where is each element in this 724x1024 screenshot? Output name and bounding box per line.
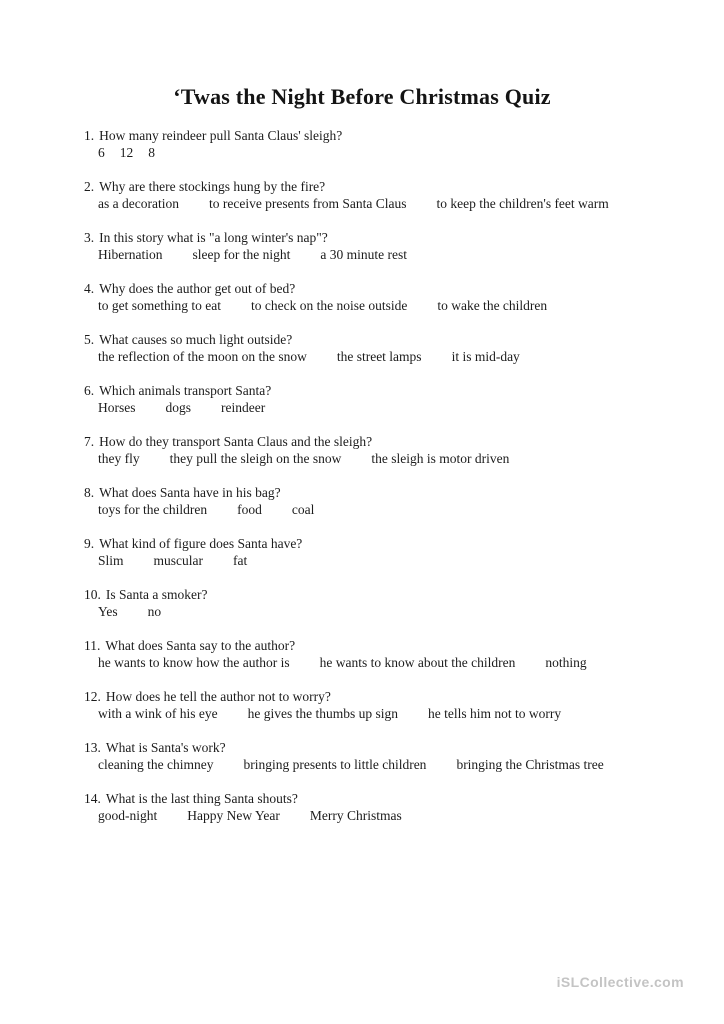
question-text xyxy=(84,790,694,807)
answer-options xyxy=(84,501,694,518)
answer-options xyxy=(84,654,694,671)
answer-options xyxy=(84,756,694,773)
answer-options xyxy=(84,807,694,824)
question-text xyxy=(84,331,694,348)
question-text xyxy=(84,433,694,450)
question-prompt: How does he tell the author not to worry? xyxy=(105,689,331,704)
question-prompt: What does Santa say to the author? xyxy=(105,638,296,653)
question-prompt: What is Santa's work? xyxy=(105,740,226,755)
answer-option: sleep for the night xyxy=(192,247,291,262)
answer-option: coal xyxy=(291,502,315,517)
answer-option: to wake the children xyxy=(437,298,548,313)
question-block xyxy=(84,280,694,314)
question-block xyxy=(84,382,694,416)
answer-options xyxy=(84,297,694,314)
answer-option: he gives the thumbs up sign xyxy=(247,706,398,721)
answer-option: 8 xyxy=(148,145,155,160)
question-prompt: What kind of figure does Santa have? xyxy=(99,536,303,551)
answer-option: nothing xyxy=(545,655,587,670)
answer-options xyxy=(84,246,694,263)
answer-option: muscular xyxy=(153,553,204,568)
question-prompt: How many reindeer pull Santa Claus' sleigh? xyxy=(99,128,343,143)
question-block xyxy=(84,739,694,773)
answer-options xyxy=(84,195,694,212)
question-text xyxy=(84,535,694,552)
answer-option: no xyxy=(147,604,162,619)
question-number: 14. xyxy=(84,791,101,806)
question-block xyxy=(84,484,694,518)
question-number: 5. xyxy=(84,332,95,347)
answer-option: to check on the noise outside xyxy=(250,298,408,313)
answer-option: Hibernation xyxy=(98,247,163,262)
question-number: 2. xyxy=(84,179,95,194)
answer-option: they fly xyxy=(98,451,140,466)
answer-options xyxy=(84,348,694,365)
question-text xyxy=(84,178,694,195)
question-number: 9. xyxy=(84,536,95,551)
question-number: 1. xyxy=(84,128,95,143)
question-prompt: What is the last thing Santa shouts? xyxy=(105,791,298,806)
answer-option: Merry Christmas xyxy=(309,808,402,823)
question-number: 13. xyxy=(84,740,101,755)
answer-options xyxy=(84,399,694,416)
question-list xyxy=(0,127,724,824)
question-block xyxy=(84,229,694,263)
question-text xyxy=(84,739,694,756)
answer-option: to receive presents from Santa Claus xyxy=(208,196,407,211)
question-text xyxy=(84,688,694,705)
answer-option: he wants to know how the author is xyxy=(98,655,290,670)
question-number: 11. xyxy=(84,638,101,653)
question-block xyxy=(84,433,694,467)
answer-option: good-night xyxy=(98,808,158,823)
answer-options xyxy=(84,552,694,569)
question-prompt: What does Santa have in his bag? xyxy=(99,485,281,500)
question-block xyxy=(84,127,694,161)
question-number: 8. xyxy=(84,485,95,500)
question-block xyxy=(84,535,694,569)
question-number: 10. xyxy=(84,587,101,602)
answer-option: as a decoration xyxy=(98,196,179,211)
question-prompt: Why does the author get out of bed? xyxy=(99,281,296,296)
question-text xyxy=(84,127,694,144)
question-block xyxy=(84,637,694,671)
answer-options xyxy=(84,603,694,620)
answer-option: a 30 minute rest xyxy=(320,247,407,262)
answer-option: food xyxy=(237,502,262,517)
answer-option: fat xyxy=(233,553,248,568)
question-block xyxy=(84,331,694,365)
question-prompt: What causes so much light outside? xyxy=(99,332,293,347)
answer-option: cleaning the chimney xyxy=(98,757,214,772)
question-number: 12. xyxy=(84,689,101,704)
question-text xyxy=(84,229,694,246)
quiz-title: ‘Twas the Night Before Christmas Quiz xyxy=(173,84,551,109)
answer-option: they pull the sleigh on the snow xyxy=(169,451,342,466)
islcollective-watermark: iSLCollective.com xyxy=(556,974,684,990)
question-block xyxy=(84,790,694,824)
answer-option: toys for the children xyxy=(98,502,208,517)
answer-option: Slim xyxy=(98,553,124,568)
answer-option: to get something to eat xyxy=(98,298,221,313)
answer-option: with a wink of his eye xyxy=(98,706,218,721)
question-number: 6. xyxy=(84,383,95,398)
answer-option: Happy New Year xyxy=(187,808,280,823)
question-prompt: Why are there stockings hung by the fire? xyxy=(99,179,326,194)
question-number: 3. xyxy=(84,230,95,245)
answer-options xyxy=(84,705,694,722)
answer-option: Horses xyxy=(98,400,136,415)
question-text xyxy=(84,484,694,501)
question-prompt: How do they transport Santa Claus and the sleigh? xyxy=(99,434,373,449)
answer-option: it is mid-day xyxy=(451,349,520,364)
question-prompt: Which animals transport Santa? xyxy=(99,383,272,398)
answer-option: bringing presents to little children xyxy=(243,757,427,772)
answer-option: to keep the children's feet warm xyxy=(436,196,609,211)
question-number: 7. xyxy=(84,434,95,449)
question-text xyxy=(84,382,694,399)
question-text xyxy=(84,586,694,603)
answer-options xyxy=(84,450,694,467)
answer-option: the street lamps xyxy=(336,349,422,364)
answer-option: 12 xyxy=(119,145,134,160)
answer-option: the sleigh is motor driven xyxy=(371,451,510,466)
question-prompt: In this story what is "a long winter's nap"? xyxy=(99,230,328,245)
answer-option: Yes xyxy=(98,604,118,619)
question-number: 4. xyxy=(84,281,95,296)
question-text xyxy=(84,637,694,654)
answer-option: he tells him not to worry xyxy=(427,706,562,721)
answer-option: bringing the Christmas tree xyxy=(456,757,604,772)
answer-option: he wants to know about the children xyxy=(319,655,516,670)
answer-options xyxy=(84,144,694,161)
answer-option: the reflection of the moon on the snow xyxy=(98,349,307,364)
answer-option: 6 xyxy=(98,145,105,160)
question-block xyxy=(84,178,694,212)
answer-option: dogs xyxy=(165,400,192,415)
question-block xyxy=(84,688,694,722)
question-prompt: Is Santa a smoker? xyxy=(105,587,208,602)
question-block xyxy=(84,586,694,620)
question-text xyxy=(84,280,694,297)
answer-option: reindeer xyxy=(221,400,266,415)
